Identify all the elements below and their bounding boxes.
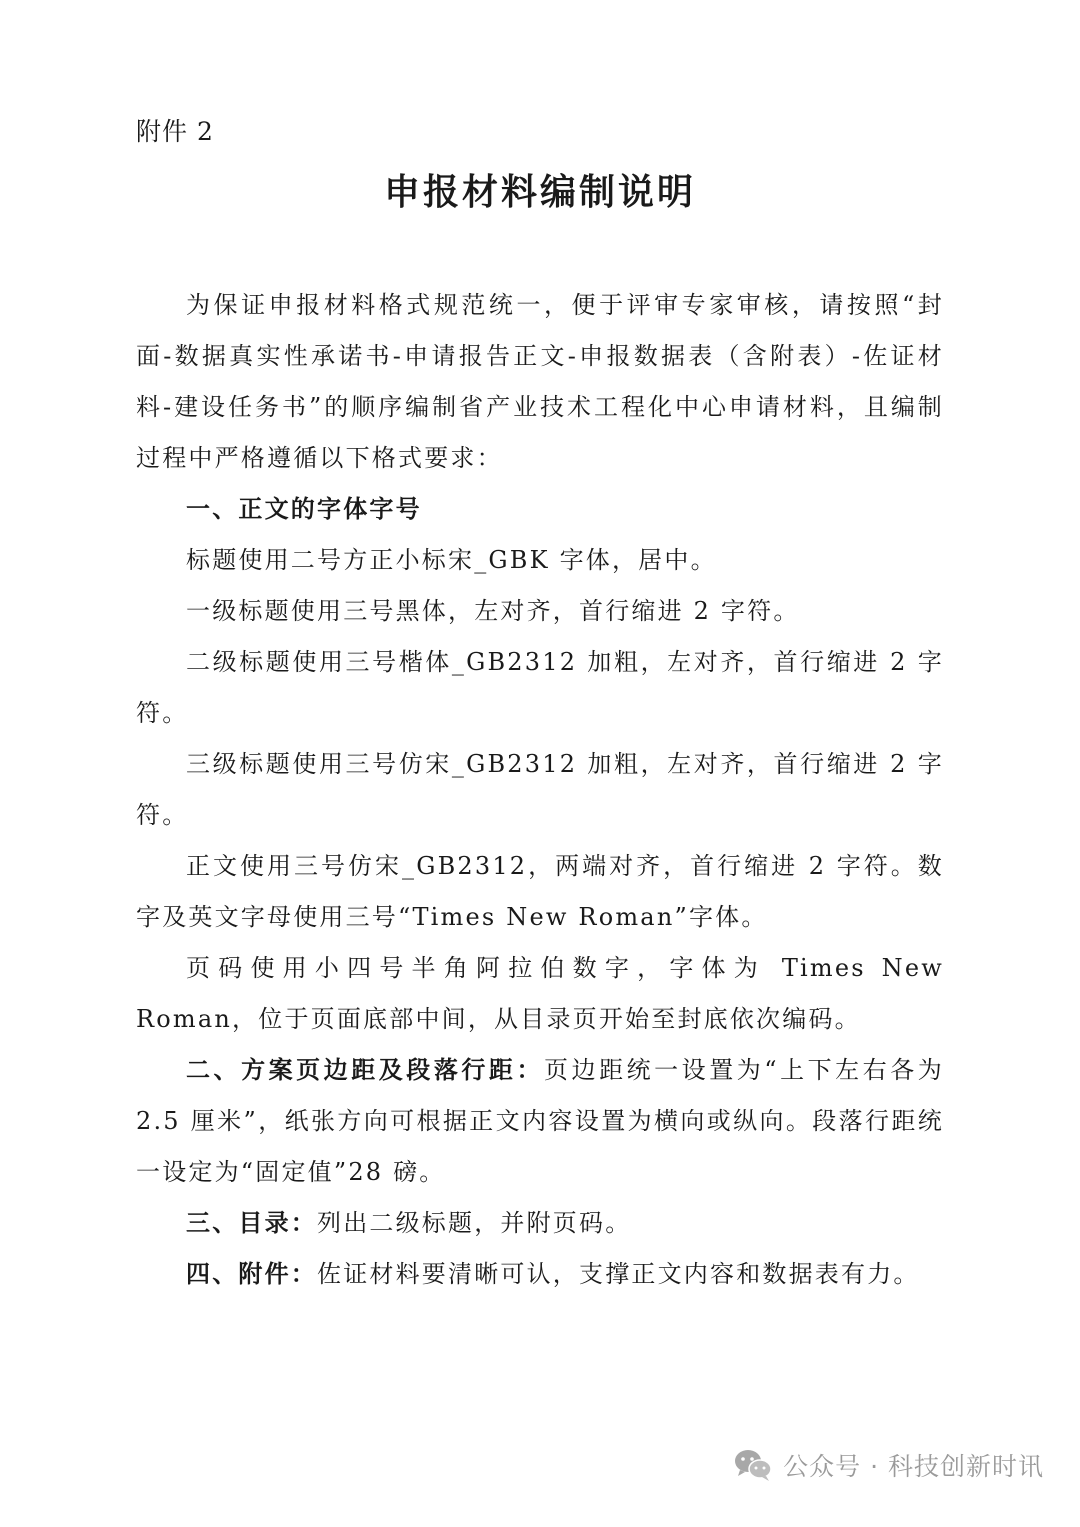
section-4-paragraph xyxy=(136,1249,944,1300)
section-2-text: 页边距统一设置为“上下左右各为 2.5 厘米”，纸张方向可根据正文内容设置为横向或纵向。段落行距统一设定为“固定值”28 磅。 xyxy=(136,1056,944,1186)
section-1-item: 正文使用三号仿宋_GB2312，两端对齐，首行缩进 2 字符。数字及英文字母使用三号“Times New Roman”字体。 xyxy=(136,852,944,931)
watermark-text: 公众号 · 科技创新时讯 xyxy=(783,1452,1044,1481)
section-4-text: 佐证材料要清晰可认，支撑正文内容和数据表有力。 xyxy=(317,1260,920,1288)
section-3-paragraph xyxy=(136,1198,944,1249)
wechat-icon xyxy=(733,1448,773,1482)
intro-paragraph: 为保证申报材料格式规范统一，便于评审专家审核，请按照“封面-数据真实性承诺书-申请报告正文-申报数据表（含附表）-佐证材料-建设任务书”的顺序编制省产业技术工程化中心申请材料，且编制过程中严格遵循以下格式要求： xyxy=(136,291,944,472)
section-1-item: 三级标题使用三号仿宋_GB2312 加粗，左对齐，首行缩进 2 字符。 xyxy=(136,750,944,829)
section-3-heading: 三、目录： xyxy=(186,1209,317,1237)
watermark xyxy=(733,1447,1044,1483)
section-1-item: 二级标题使用三号楷体_GB2312 加粗，左对齐，首行缩进 2 字符。 xyxy=(136,648,944,727)
section-2-heading: 二、方案页边距及段落行距： xyxy=(186,1056,544,1084)
section-4-heading: 四、附件： xyxy=(186,1260,317,1288)
section-1-item: 页码使用小四号半角阿拉伯数字，字体为 Times New Roman，位于页面底部中间，从目录页开始至封底依次编码。 xyxy=(136,954,944,1033)
section-3-text: 列出二级标题，并附页码。 xyxy=(317,1209,632,1237)
document-title: 申报材料编制说明 xyxy=(383,172,696,213)
attachment-label: 附件 2 xyxy=(136,117,214,146)
document-body xyxy=(136,280,944,1300)
section-1-heading: 一、正文的字体字号 xyxy=(186,495,422,523)
section-1-item: 一级标题使用三号黑体，左对齐，首行缩进 2 字符。 xyxy=(186,597,800,625)
section-2-paragraph xyxy=(136,1045,944,1198)
section-1-item: 标题使用二号方正小标宋_GBK 字体，居中。 xyxy=(186,546,717,574)
